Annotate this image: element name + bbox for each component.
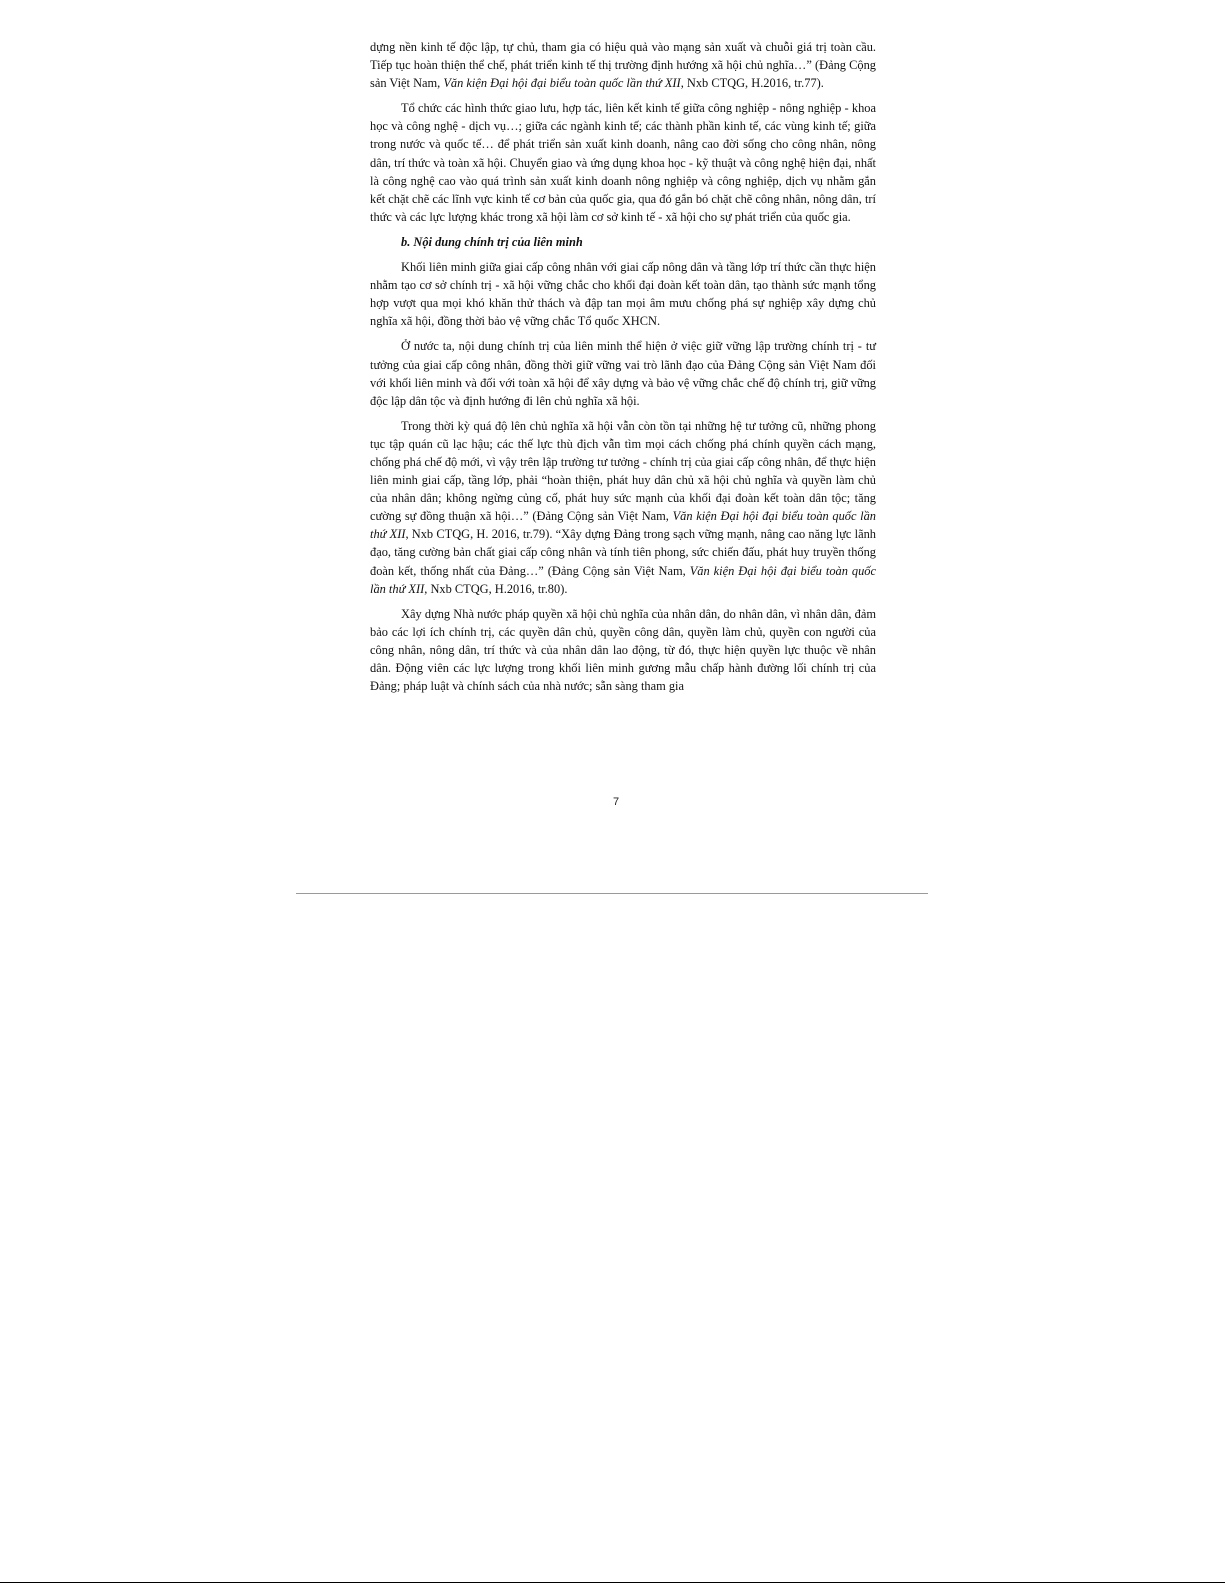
section-heading: b. Nội dung chính trị của liên minh [401,234,583,249]
paragraph [370,38,876,92]
paragraph-text: Trong thời kỳ quá độ lên chủ nghĩa xã hội vẫn còn tồn tại những hệ tư tưởng cũ, những phong tục tập quán cũ lạc hậu; các thế lực thù địch vẫn tìm mọi cách chống phá chính quyền cách mạng, chống phá chế độ mới, vì vậy trên lập trường tư tưởng - chính trị của giai cấp công nhân, để thực hiện liên minh giai cấp, tầng lớp, phải “hoàn thiện, phát huy dân chủ xã hội chủ nghĩa và quyền làm chủ của nhân dân; không ngừng củng cố, phát huy sức mạnh của khối đại đoàn kết toàn dân tộc; tăng cường sự đồng thuận xã hội…” (Đảng Cộng sản Việt Nam, [370,418,876,524]
paragraph-text: Tổ chức các hình thức giao lưu, hợp tác, liên kết kinh tế giữa công nghiệp - nông nghiệp - khoa học và công nghệ - dịch vụ…; giữa các ngành kinh tế; các thành phần kinh tế, các vùng kinh tế; giữa trong nước và quốc tế… để phát triển sản xuất kinh doanh, nâng cao đời sống cho công nhân, nông dân, trí thức và toàn xã hội. Chuyển giao và ứng dụng khoa học - kỹ thuật và công nghệ hiện đại, nhất là công nghệ cao vào quá trình sản xuất kinh doanh nông nghiệp và công nghiệp, dịch vụ nhằm gắn kết chặt chẽ các lĩnh vực kinh tế cơ bản của quốc gia, qua đó gắn bó chặt chẽ công nhân, nông dân, trí thức và các lực lượng khác trong xã hội làm cơ sở kinh tế - xã hội cho sự phát triển của quốc gia. [370,101,876,224]
citation-title: Văn kiện Đại hội đại biểu toàn quốc lần thứ XII [370,509,876,542]
page-divider [296,893,928,894]
paragraph-text: , Nxb CTQG, H.2016, tr.80). [424,581,568,596]
citation-title: Văn kiện Đại hội đại biểu toàn quốc lần thứ XII [370,563,876,596]
paragraph-text: Xây dựng Nhà nước pháp quyền xã hội chủ nghĩa của nhân dân, do nhân dân, vì nhân dân, đảm bảo các lợi ích chính trị, các quyền dân chủ, quyền công dân, quyền làm chủ, quyền con người của công nhân, nông dân, trí thức và của nhân dân lao động, từ đó, thực hiện quyền lực thuộc về nhân dân. Động viên các lực lượng trong khối liên minh gương mẫu chấp hành đường lối chính trị của Đảng; pháp luật và chính sách của nhà nước; sẵn sàng tham gia [370,606,876,694]
paragraph [370,99,876,226]
paragraph [370,337,876,409]
paragraph-text: dựng nền kinh tế độc lập, tự chủ, tham gia có hiệu quả vào mạng sản xuất và chuỗi giá trị toàn cầu. Tiếp tục hoàn thiện thể chế, phát triển kinh tế thị trường định hướng xã hội chủ nghĩa…” (Đảng Cộng sản Việt Nam, [370,40,876,91]
citation-title: Văn kiện Đại hội đại biểu toàn quốc lần thứ XII [443,76,681,91]
paragraph [370,417,876,598]
bottom-border [0,1582,1225,1583]
paragraph-text: Ở nước ta, nội dung chính trị của liên minh thể hiện ở việc giữ vững lập trường chính trị - tư tưởng của giai cấp công nhân, đồng thời giữ vững vai trò lãnh đạo của Đảng Cộng sản Việt Nam đối với khối liên minh và đối với toàn xã hội để xây dựng và bảo vệ vững chắc chế độ chính trị, giữ vững độc lập dân tộc và định hướng đi lên chủ nghĩa xã hội. [370,339,876,408]
paragraph [370,605,876,695]
page-number: 7 [612,796,620,808]
paragraph-text: Khối liên minh giữa giai cấp công nhân với giai cấp nông dân và tầng lớp trí thức cần thực hiện nhằm tạo cơ sở chính trị - xã hội vững chắc cho khối đại đoàn kết toàn dân, tạo thành sức mạnh tổng hợp vượt qua mọi khó khăn thử thách và đập tan mọi âm mưu chống phá sự nghiệp xây dựng chủ nghĩa xã hội, đồng thời bảo vệ vững chắc Tổ quốc XHCN. [370,260,876,329]
document-page [370,38,876,702]
paragraph-text: , Nxb CTQG, H.2016, tr.77). [680,76,824,91]
paragraph [370,258,876,330]
paragraph-text: , Nxb CTQG, H. 2016, tr.79). “Xây dựng Đảng trong sạch vững mạnh, nâng cao năng lực lãnh đạo, tăng cường bản chất giai cấp công nhân và tính tiên phong, sức chiến đấu, phát huy truyền thống đoàn kết, thống nhất của Đảng…” (Đảng Cộng sản Việt Nam, [370,527,876,578]
